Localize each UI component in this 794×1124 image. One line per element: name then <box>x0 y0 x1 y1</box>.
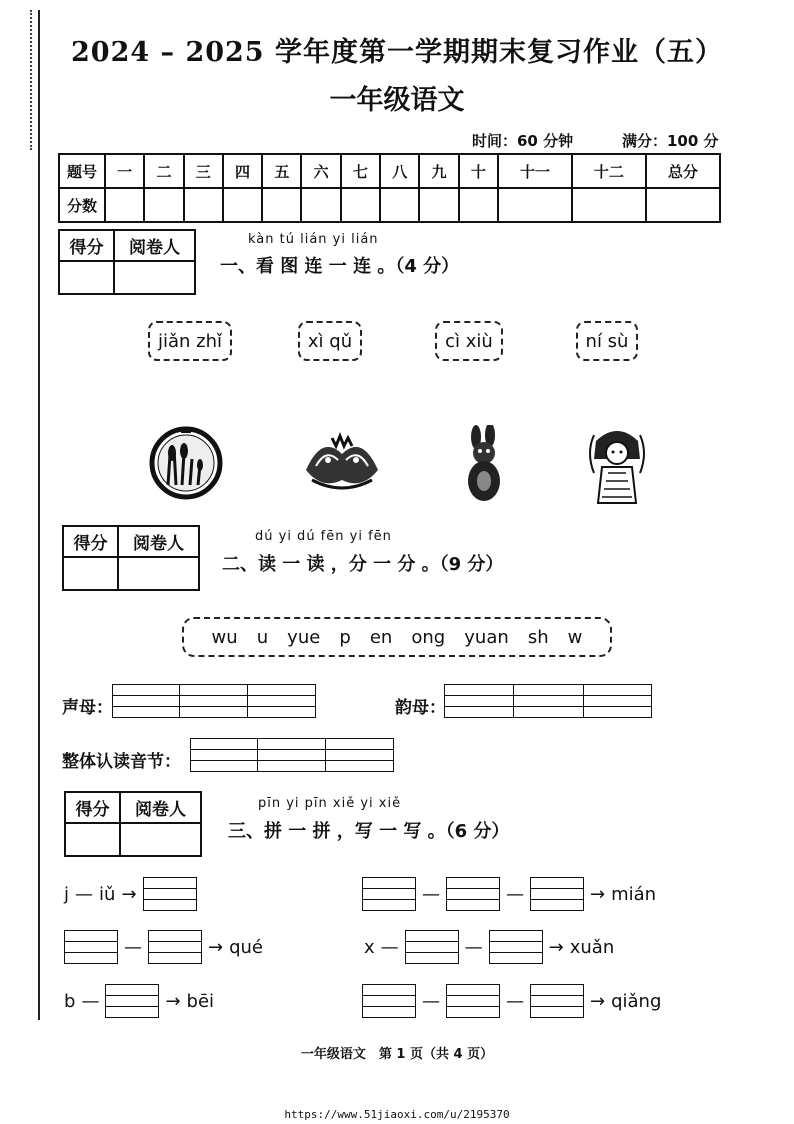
pinyin-card-cixiu[interactable]: cì xiù <box>435 321 503 361</box>
grader-score-cell[interactable] <box>63 557 118 590</box>
writing-cell[interactable] <box>326 738 394 772</box>
score-table-question-number: 九 <box>419 154 458 188</box>
score-table-question-number: 总分 <box>646 154 720 188</box>
dash-symbol: — <box>124 936 142 958</box>
answer-box[interactable] <box>446 877 500 911</box>
section1-title: 一、看 图 连 一 连 。（4 分） <box>220 256 460 277</box>
syllable-item: en <box>369 626 393 648</box>
syllable-text: bēi <box>186 990 215 1012</box>
opera-figure-image[interactable] <box>588 423 646 505</box>
grader-score-cell[interactable] <box>59 261 114 294</box>
spell-row-3-right <box>362 984 661 1018</box>
spell-row-1-left <box>64 877 197 911</box>
spell-row-2-left <box>64 930 263 964</box>
answer-box[interactable] <box>362 877 416 911</box>
score-table-question-number: 七 <box>341 154 380 188</box>
pinyin-card-xiqu[interactable]: xì qǔ <box>298 321 362 361</box>
arrow-icon: → <box>165 990 181 1012</box>
score-cell[interactable] <box>341 188 380 222</box>
yunmu-writing-grid[interactable] <box>444 684 652 718</box>
score-table-question-number: 五 <box>262 154 301 188</box>
initial-text: b <box>64 990 76 1012</box>
score-cell[interactable] <box>572 188 646 222</box>
page-footer: 一年级语文 第 1 页（共 4 页） <box>300 1047 494 1062</box>
answer-box[interactable] <box>446 984 500 1018</box>
grader-box-1 <box>58 229 196 295</box>
syllable-bar <box>182 617 612 657</box>
spell-row-3-left <box>64 984 214 1018</box>
arrow-icon: → <box>590 883 606 905</box>
answer-box[interactable] <box>143 877 197 911</box>
embroidery-hoop-image[interactable] <box>148 425 224 501</box>
grader-reader-label: 阅卷人 <box>120 792 201 823</box>
writing-cell[interactable] <box>180 684 248 718</box>
writing-cell[interactable] <box>584 684 652 718</box>
score-cell[interactable] <box>184 188 223 222</box>
syllable-item: u <box>256 626 269 648</box>
grader-reader-label: 阅卷人 <box>114 230 195 261</box>
answer-box[interactable] <box>105 984 159 1018</box>
page-title: 2024 – 2025 学年度第一学期期末复习作业（五） <box>71 37 723 68</box>
syllable-item: p <box>339 626 351 648</box>
yunmu-label: 韵母： <box>395 698 446 718</box>
grader-reader-cell[interactable] <box>118 557 199 590</box>
answer-box[interactable] <box>64 930 118 964</box>
spell-row-1-right <box>362 877 656 911</box>
answer-box[interactable] <box>530 877 584 911</box>
syllable-item: sh <box>527 626 549 648</box>
arrow-icon: → <box>208 936 224 958</box>
writing-cell[interactable] <box>444 684 514 718</box>
score-table-label: 题号 <box>59 154 105 188</box>
score-cell[interactable] <box>144 188 183 222</box>
dash-symbol: — <box>380 936 399 958</box>
writing-cell[interactable] <box>190 738 258 772</box>
grader-score-label: 得分 <box>65 792 120 823</box>
score-table-question-number: 十 <box>459 154 498 188</box>
syllable-item: yue <box>287 626 321 648</box>
score-cell[interactable] <box>498 188 572 222</box>
zhengti-label: 整体认读音节： <box>62 752 181 772</box>
score-cell[interactable] <box>419 188 458 222</box>
score-table-question-number: 八 <box>380 154 419 188</box>
dash-symbol: — <box>75 883 94 905</box>
watermark-url[interactable]: https://www.51jiaoxi.com/u/2195370 <box>284 1108 510 1121</box>
score-table-label: 分数 <box>59 188 105 222</box>
answer-box[interactable] <box>362 984 416 1018</box>
pinyin-card-nisu[interactable]: ní sù <box>576 321 638 361</box>
final-text: iǔ <box>99 883 116 905</box>
section1-pinyin: kàn tú lián yi lián <box>248 232 379 247</box>
score-cell[interactable] <box>223 188 262 222</box>
grader-reader-label: 阅卷人 <box>118 526 199 557</box>
grader-box-2 <box>62 525 200 591</box>
score-table-question-number: 六 <box>301 154 340 188</box>
answer-box[interactable] <box>405 930 459 964</box>
score-table-question-number: 十二 <box>572 154 646 188</box>
section3-title: 三、拼 一 拼 ，写 一 写 。（6 分） <box>228 821 510 842</box>
dash-symbol: — <box>506 883 524 905</box>
score-table-header-row <box>59 154 720 188</box>
shengmu-writing-grid[interactable] <box>112 684 316 718</box>
syllable-text: mián <box>611 883 657 905</box>
grader-score-cell[interactable] <box>65 823 120 856</box>
score-cell[interactable] <box>459 188 498 222</box>
writing-cell[interactable] <box>514 684 584 718</box>
initial-text: x <box>364 936 375 958</box>
arrow-icon: → <box>590 990 606 1012</box>
syllable-item: yuan <box>464 626 509 648</box>
grader-score-label: 得分 <box>59 230 114 261</box>
spell-row-2-right <box>364 930 614 964</box>
writing-cell[interactable] <box>248 684 316 718</box>
syllable-item: w <box>567 626 583 648</box>
score-cell[interactable] <box>380 188 419 222</box>
section2-title: 二、读 一 读 ，分 一 分 。（9 分） <box>222 554 504 575</box>
page-subtitle: 一年级语文 <box>329 85 465 116</box>
score-cell[interactable] <box>105 188 144 222</box>
writing-cell[interactable] <box>112 684 180 718</box>
initial-text: j <box>64 883 70 905</box>
zhengti-writing-grid[interactable] <box>190 738 394 772</box>
dash-symbol: — <box>464 936 483 958</box>
syllable-item: wu <box>211 626 238 648</box>
pinyin-card-jianzhi[interactable]: jiǎn zhǐ <box>148 321 232 361</box>
answer-box[interactable] <box>530 984 584 1018</box>
syllable-text: qiǎng <box>611 990 662 1012</box>
score-cell[interactable] <box>262 188 301 222</box>
dash-symbol: — <box>422 883 440 905</box>
shengmu-label: 声母： <box>62 698 113 718</box>
full-score: 满分：100 分 <box>622 132 719 150</box>
grader-reader-cell[interactable] <box>114 261 195 294</box>
score-table-question-number: 四 <box>223 154 262 188</box>
dash-symbol: — <box>422 990 440 1012</box>
writing-cell[interactable] <box>258 738 326 772</box>
grader-score-label: 得分 <box>63 526 118 557</box>
syllable-text: qué <box>229 936 264 958</box>
syllable-item: ong <box>411 626 446 648</box>
grader-box-3 <box>64 791 202 857</box>
exam-time: 时间：60 分钟 <box>472 132 574 150</box>
grader-reader-cell[interactable] <box>120 823 201 856</box>
score-cell[interactable] <box>301 188 340 222</box>
dash-symbol: — <box>81 990 100 1012</box>
dash-symbol: — <box>506 990 524 1012</box>
syllable-text: xuǎn <box>569 936 615 958</box>
score-table-question-number: 二 <box>144 154 183 188</box>
score-table-question-number: 一 <box>105 154 144 188</box>
score-table-question-number: 三 <box>184 154 223 188</box>
binding-line <box>38 10 40 1020</box>
answer-box[interactable] <box>489 930 543 964</box>
arrow-icon: → <box>121 883 137 905</box>
score-cell[interactable] <box>646 188 720 222</box>
paper-cut-image[interactable] <box>302 430 382 494</box>
clay-rabbit-image[interactable] <box>458 425 510 505</box>
section3-pinyin: pīn yi pīn xiě yi xiě <box>258 796 402 811</box>
score-table-question-number: 十一 <box>498 154 572 188</box>
section2-pinyin: dú yi dú fēn yi fēn <box>255 529 392 544</box>
arrow-icon: → <box>548 936 564 958</box>
score-table-score-row <box>59 188 720 222</box>
score-table <box>58 153 721 223</box>
answer-box[interactable] <box>148 930 202 964</box>
